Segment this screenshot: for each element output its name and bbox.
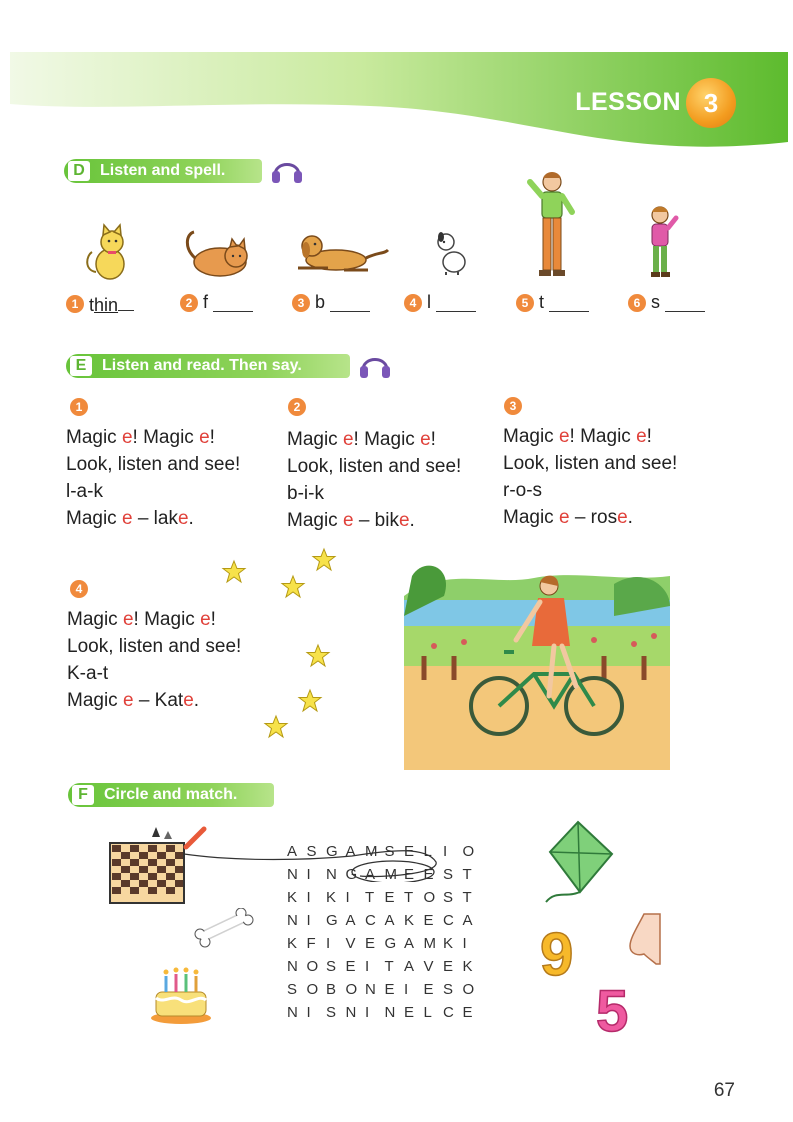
grid-letter[interactable]: T: [384, 958, 394, 975]
poem-line: Magic e! Magic e!: [67, 609, 216, 630]
number-five-picture: 5: [596, 979, 629, 1044]
grid-letter[interactable]: I: [306, 889, 311, 906]
grid-letter[interactable]: I: [306, 1004, 311, 1021]
section-d-title: Listen and spell.: [100, 162, 226, 179]
girl-on-bike-picture: [404, 556, 670, 770]
poem-2-number: [288, 398, 306, 416]
grid-letter[interactable]: I: [443, 843, 448, 860]
grid-letter[interactable]: I: [365, 1004, 370, 1021]
poem-line: Magic e – Kate.: [67, 690, 200, 711]
poem-line: r-o-s: [503, 480, 543, 501]
grid-letter[interactable]: M: [423, 935, 436, 952]
poem-2: [287, 426, 461, 534]
grid-letter[interactable]: K: [326, 889, 337, 906]
poem-line: Magic e – rose.: [503, 507, 633, 528]
grid-letter[interactable]: A: [404, 935, 415, 952]
grid-letter[interactable]: I: [462, 935, 467, 952]
grid-letter[interactable]: E: [462, 1004, 473, 1021]
poem-line: Magic e! Magic e!: [503, 426, 652, 447]
grid-letter[interactable]: L: [423, 1004, 432, 1021]
poem-line: l-a-k: [66, 481, 103, 502]
poem-line: Look, listen and see!: [287, 456, 462, 477]
bone-picture: [192, 908, 258, 948]
grid-letter[interactable]: I: [326, 935, 331, 952]
grid-row: [287, 978, 482, 1001]
grid-letter[interactable]: S: [326, 958, 337, 975]
spell-item-4: [404, 292, 476, 313]
grid-letter[interactable]: E: [423, 912, 434, 929]
spell-item-2: [180, 292, 253, 313]
kite-picture: [536, 818, 622, 910]
grid-letter[interactable]: M: [365, 843, 378, 860]
section-d-header: [64, 159, 262, 183]
poem-line: Magic e! Magic e!: [66, 427, 215, 448]
poem-3: [503, 423, 677, 531]
spell-prefix: t: [539, 292, 545, 312]
grid-letter[interactable]: L: [423, 843, 432, 860]
grid-letter[interactable]: B: [326, 981, 337, 998]
grid-letter[interactable]: O: [462, 981, 475, 998]
word-search-grid[interactable]: [287, 840, 482, 1024]
dog-lying-picture: [288, 228, 390, 278]
grid-letter[interactable]: I: [306, 912, 311, 929]
grid-row: [287, 863, 482, 886]
grid-letter[interactable]: F: [306, 935, 316, 952]
star-icon: [307, 645, 329, 666]
grid-letter[interactable]: S: [306, 843, 317, 860]
grid-letter[interactable]: A: [365, 866, 376, 883]
poem-line: Magic e – bike.: [287, 510, 415, 531]
grid-letter[interactable]: M: [384, 866, 397, 883]
grid-letter[interactable]: N: [287, 958, 298, 975]
cat-sitting-picture: [80, 222, 136, 282]
number-5-circle: 5: [516, 294, 534, 312]
number-1-circle: 1: [66, 295, 84, 313]
grid-letter[interactable]: N: [287, 912, 298, 929]
number-4-circle: 4: [70, 580, 88, 598]
grid-letter[interactable]: V: [345, 935, 356, 952]
poem-line: Look, listen and see!: [67, 636, 242, 657]
grid-letter[interactable]: N: [326, 866, 337, 883]
grid-letter[interactable]: A: [384, 912, 395, 929]
spell-item-3: [292, 292, 370, 313]
grid-letter[interactable]: E: [404, 843, 415, 860]
nose-picture: [624, 912, 664, 966]
grid-letter[interactable]: O: [462, 843, 475, 860]
grid-letter[interactable]: E: [365, 935, 376, 952]
small-dog-picture: [432, 228, 472, 276]
spell-prefix: s: [651, 292, 660, 312]
grid-letter[interactable]: K: [287, 889, 298, 906]
grid-letter[interactable]: O: [306, 981, 319, 998]
number-3-circle: 3: [292, 294, 310, 312]
grid-letter[interactable]: E: [423, 981, 434, 998]
short-boy-picture: [642, 204, 682, 280]
grid-letter[interactable]: K: [443, 935, 454, 952]
lesson-label: LESSON: [575, 88, 681, 116]
grid-letter[interactable]: E: [404, 866, 415, 883]
grid-row: [287, 840, 482, 863]
grid-letter[interactable]: N: [365, 981, 376, 998]
grid-letter[interactable]: O: [306, 958, 319, 975]
number-2-circle: 2: [180, 294, 198, 312]
grid-letter[interactable]: E: [404, 1004, 415, 1021]
grid-row: [287, 886, 482, 909]
grid-letter[interactable]: I: [306, 866, 311, 883]
grid-row: [287, 955, 482, 978]
number-2-circle: 2: [288, 398, 306, 416]
spell-blank[interactable]: [549, 293, 589, 312]
grid-letter[interactable]: K: [462, 958, 473, 975]
grid-letter[interactable]: T: [462, 889, 472, 906]
grid-letter[interactable]: A: [404, 958, 415, 975]
birthday-cake-picture: [148, 964, 214, 1026]
star-icon: [223, 561, 245, 582]
grid-letter[interactable]: E: [384, 981, 395, 998]
spell-blank[interactable]: [118, 292, 134, 311]
spell-item-6: [628, 292, 705, 313]
stars-decoration: [210, 540, 340, 745]
grid-letter[interactable]: N: [287, 866, 298, 883]
page-number: 67: [713, 1080, 735, 1101]
section-e-letter: E: [70, 356, 92, 376]
spell-prefix: f: [203, 292, 209, 312]
grid-letter[interactable]: T: [462, 866, 472, 883]
section-d-letter: D: [68, 161, 90, 181]
star-icon: [313, 549, 335, 570]
spell-blank[interactable]: [330, 293, 370, 312]
tall-boy-picture: [524, 168, 582, 280]
star-icon: [282, 576, 304, 597]
poem-line: Magic e – lake.: [66, 508, 194, 529]
grid-letter[interactable]: C: [443, 1004, 454, 1021]
grid-letter[interactable]: I: [404, 981, 409, 998]
grid-letter[interactable]: A: [287, 843, 298, 860]
grid-letter[interactable]: K: [404, 912, 415, 929]
grid-letter[interactable]: A: [345, 843, 356, 860]
spell-blank[interactable]: [213, 293, 253, 312]
grid-letter[interactable]: S: [443, 889, 454, 906]
lesson-number-badge: 3: [686, 78, 736, 128]
spell-item-1: [66, 292, 134, 316]
grid-letter[interactable]: G: [384, 935, 397, 952]
section-f-title: Circle and match.: [104, 786, 238, 803]
grid-letter[interactable]: E: [345, 958, 356, 975]
grid-letter[interactable]: E: [443, 958, 454, 975]
grid-row: [287, 932, 482, 955]
spell-prefix: b: [315, 292, 326, 312]
poem-line: K-a-t: [67, 663, 109, 684]
cat-lying-picture: [180, 228, 254, 280]
grid-letter[interactable]: G: [326, 912, 338, 929]
section-f-letter: F: [72, 785, 94, 805]
star-icon: [265, 716, 287, 737]
number-4-circle: 4: [404, 294, 422, 312]
spell-answer: hin: [94, 295, 119, 315]
grid-letter[interactable]: G: [326, 843, 338, 860]
grid-letter[interactable]: N: [345, 1004, 357, 1021]
grid-letter[interactable]: I: [345, 889, 350, 906]
poem-line: Look, listen and see!: [66, 454, 241, 475]
poem-3-number: [504, 397, 522, 415]
grid-letter[interactable]: T: [404, 889, 414, 906]
grid-letter[interactable]: S: [443, 981, 454, 998]
poem-line: b-i-k: [287, 483, 324, 504]
grid-letter[interactable]: O: [423, 889, 436, 906]
grid-letter[interactable]: E: [384, 889, 395, 906]
grid-letter[interactable]: I: [365, 958, 370, 975]
number-1-circle: 1: [70, 398, 88, 416]
grid-row: [287, 909, 482, 932]
grid-letter[interactable]: K: [287, 935, 298, 952]
poem-1-number: [70, 398, 88, 416]
grid-letter[interactable]: S: [443, 866, 454, 883]
headphones-icon: [358, 348, 392, 380]
grid-letter[interactable]: V: [423, 958, 434, 975]
grid-letter[interactable]: A: [462, 912, 473, 929]
star-icon: [299, 690, 321, 711]
spell-blank[interactable]: [665, 293, 705, 312]
poem-line: Magic e! Magic e!: [287, 429, 436, 450]
section-e-title: Listen and read. Then say.: [102, 357, 302, 374]
grid-letter[interactable]: O: [345, 981, 358, 998]
section-f-header: [68, 783, 274, 807]
spell-item-5: [516, 292, 589, 313]
grid-letter[interactable]: N: [384, 1004, 396, 1021]
poem-1: [66, 424, 240, 532]
grid-row: [287, 1001, 482, 1024]
number-nine-picture: 9: [540, 921, 574, 988]
number-6-circle: 6: [628, 294, 646, 312]
grid-letter[interactable]: G: [345, 866, 358, 883]
grid-letter[interactable]: S: [287, 981, 298, 998]
headphones-icon: [270, 153, 304, 185]
grid-letter[interactable]: C: [443, 912, 454, 929]
number-3-circle: 3: [504, 397, 522, 415]
spell-blank[interactable]: [436, 293, 476, 312]
spell-prefix: t: [89, 295, 95, 315]
grid-letter[interactable]: C: [365, 912, 376, 929]
grid-letter[interactable]: S: [384, 843, 395, 860]
grid-letter[interactable]: A: [345, 912, 356, 929]
poem-4-number: [70, 580, 88, 598]
poem-line: Look, listen and see!: [503, 453, 678, 474]
grid-letter[interactable]: T: [365, 889, 375, 906]
section-e-header: [66, 354, 350, 378]
grid-letter[interactable]: N: [287, 1004, 298, 1021]
spell-prefix: l: [427, 292, 431, 312]
grid-letter[interactable]: E: [423, 866, 434, 883]
grid-letter[interactable]: S: [326, 1004, 337, 1021]
